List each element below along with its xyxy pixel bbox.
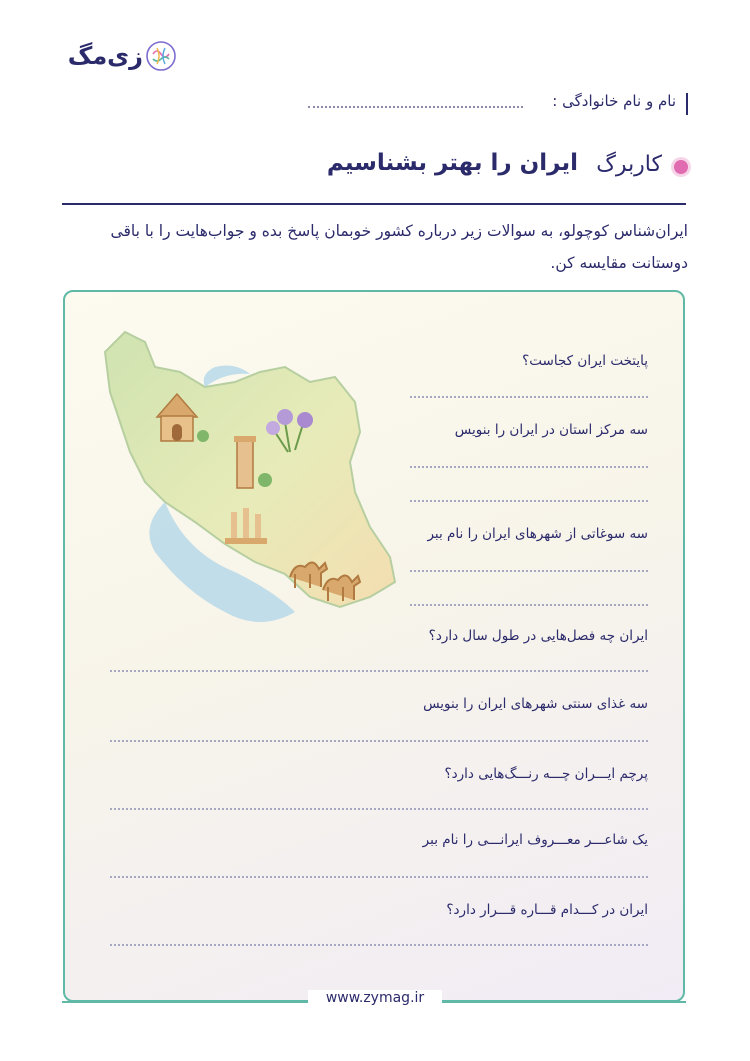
answer-line[interactable] bbox=[110, 876, 648, 878]
answer-line[interactable] bbox=[110, 670, 648, 672]
answer-line[interactable] bbox=[410, 500, 648, 502]
footer-divider bbox=[442, 1001, 686, 1003]
answer-line[interactable] bbox=[410, 466, 648, 468]
name-marker bbox=[686, 93, 688, 115]
answer-line[interactable] bbox=[110, 808, 648, 810]
question-6: پرچم ایـــران چـــه رنـــگ‌هایی دارد؟ bbox=[444, 766, 648, 782]
title-bullet-icon bbox=[674, 160, 688, 174]
answer-line[interactable] bbox=[410, 570, 648, 572]
brand-logo[interactable] bbox=[62, 40, 177, 74]
question-2: سه مرکز استان در ایران را بنویس bbox=[454, 422, 648, 438]
answer-line[interactable] bbox=[410, 396, 648, 398]
question-list bbox=[108, 290, 648, 1002]
worksheet-title bbox=[128, 150, 688, 190]
answer-line[interactable] bbox=[110, 740, 648, 742]
question-1: پایتخت ایران کجاست؟ bbox=[522, 353, 648, 369]
question-4: ایران چه فصل‌هایی در طول سال دارد؟ bbox=[428, 628, 648, 644]
question-5: سه غذای سنتی شهرهای ایران را بنویس bbox=[423, 696, 648, 712]
colorful-brain-icon bbox=[145, 40, 177, 72]
footer-url-link[interactable]: www.zymag.ir bbox=[308, 990, 442, 1006]
answer-line[interactable] bbox=[110, 944, 648, 946]
answer-line[interactable] bbox=[410, 604, 648, 606]
footer-divider bbox=[62, 1001, 308, 1003]
name-label: نام و نام خانوادگی : bbox=[552, 92, 676, 110]
footer bbox=[0, 990, 750, 1014]
question-8: ایران در کـــدام قـــاره قـــرار دارد؟ bbox=[446, 902, 648, 918]
question-3: سه سوغاتی از شهرهای ایران را نام ببر bbox=[427, 526, 648, 542]
student-name-row bbox=[228, 90, 688, 116]
page-title: ایران را بهتر بشناسیم bbox=[326, 150, 578, 176]
question-7: یک شاعـــر معـــروف ایرانـــی را نام ببر bbox=[422, 832, 648, 848]
intro-text: ایران‌شناس کوچولو، به سوالات زیر درباره کشور خوبمان پاسخ بده و جواب‌هایت را با باقی دوستانت مقایسه کن. bbox=[110, 222, 688, 272]
title-divider bbox=[62, 203, 686, 205]
name-answer-line[interactable] bbox=[308, 106, 523, 108]
brand-name: زی‌مگ bbox=[67, 42, 143, 70]
title-prefix: کاربرگ bbox=[596, 152, 662, 177]
